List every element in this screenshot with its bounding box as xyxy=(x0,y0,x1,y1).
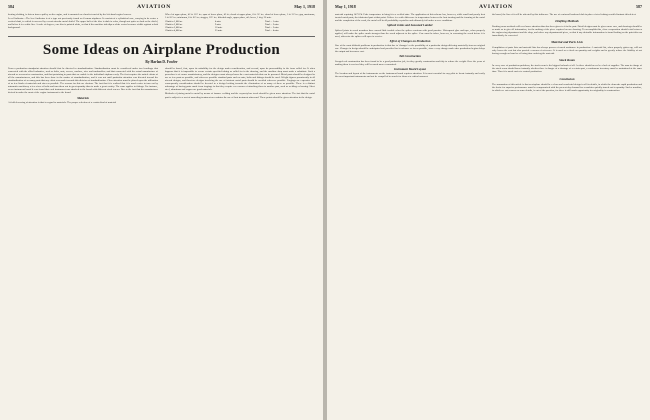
section-heading: Spliced Joints and Seasoned Lumber xyxy=(387,23,433,28)
table-cell: Total ... 3 min. xyxy=(265,26,279,30)
right-column-1 xyxy=(335,13,485,92)
publication-name: AVIATION xyxy=(137,4,172,10)
paragraph: Level Indicator—The level indicator is of a type not previously found on German airplanes. It consists of a cylindrical case, carrying in its center a vertical shaft, to which is screwed by a semi-circular metal shield. The upper half of the disc is dark in color, though not quite so dark as the shield, and below it is a white line. A scale of degrees, one disc is painted white, so that if the machine sideslips a white sector becomes visible against a dark background. xyxy=(8,17,158,30)
paragraph: Compilation of parts lists and material lists has always proven of much assistance in production. A material list, when properly gotten up, will not only lessen the cost but also provide a means of reference. It is used as a check on quantity and weights and to greatly reduce the liability of not having enough on hand or of losing time ordering the material. xyxy=(492,46,642,56)
paragraph: From a production standpoint attention should first be directed to standardization. Standardization must be considered under two headings; that connected with the allied industries, such as bolts, nuts, screws, washers, wire and turnbuckles; and that connected with the actual manufacture of aircraft or accessories construction, and that pertaining to parts that are usable in the individual airplanes only. The first requires the united efforts of all the manufacturers, and this has been done in the matter of standardization, and it was not until particular attention was directed toward the standardization of so many parts that any effort was made towards this division of standardization. Close attention must be placed upon the utilization of as few kinds of materials and sizes as possible. The reasons for this are obvious. The fact that it is realized that it is much easier to turn out by automatic machinery a few sizes of bolts and turn them out in great quantity than to make a great variety. The same applies to fittings. For instance, on an instrument board it was found that each instrument was attached to the board with different sized screws. Due to the fact that the manufacturer desired to make the most of the engine instrument to the board. xyxy=(8,67,158,95)
article-author: By Harlan D. Fowler xyxy=(145,60,178,65)
table-cell: Climb to 3,000 m. xyxy=(165,26,183,30)
section-heading: Stock Room xyxy=(559,58,575,63)
paragraph: Swaged rod construction has been found to be a good production job, for they greatly construction and tidy to reduce the weight. Over the years of making them is received they will be much more economical. xyxy=(335,59,485,66)
issue-date: May 1, 1918 xyxy=(294,4,315,9)
paragraph: Drafting room methods will need more attention than has been given to it in the past. Detail designs must be given more care, and drawings should be so made as to give all information, for the making of the piece required on one drawing. To accomplish this, close cooperation should exist between the engineering department and the shop, and where any departmental piece, so that if any desirable information is found lacking on the print this can immediately be corrected. xyxy=(492,25,642,38)
section-heading: Material and Parts Lists xyxy=(551,40,583,45)
table-cell: 25 min. xyxy=(215,29,223,33)
table-cell: Climb to 4,000 m. xyxy=(165,29,183,33)
table-cell: Total ... 4 min. xyxy=(265,29,279,33)
table-cell: Climb to 1,000 m. xyxy=(165,20,183,24)
climb-table xyxy=(165,20,315,32)
right-column-2 xyxy=(492,13,642,92)
paragraph: The summation of this article is that an airplane should be a clean and wonderful design in all its details, in which the domestic rapid production and the desire for superior performance must be compromised with the present day demand for a machine quickly turned out in quantity. Such a machine, in which we cut corners on some details, is out of the question, for there is still much opportunity for originality in construction. xyxy=(492,82,642,92)
paragraph: should be based, first, upon its suitability for the design under consideration, and second, upon its procurability in the form called for. It often happens that it is impossible to secure certain specified tubing as called for in the drawing, and the machine shop must make a substitute. Such a procedure is of course unsatisfactory, and the designer must always know the exact materials that can be procured. Metal parts should be designed to use as few parts as possible, and wherever possible standard parts such as nuts, bolts and fittings should be used. Weight figures prominently in all aircraft designs, and therefore designs involving the use of intricate metal parts should be avoided wherever possible. Forgings are expensive and consequently consideration should be devoted to a design looking towards the elimination of as many of these as possible. There is a distinct advantage of having parts made from forgings in that they require ever means of attaching them to another part, such as welding or brazing. Sheet steel, aluminum and copper are good materials. xyxy=(165,67,315,92)
top-column-2 xyxy=(165,13,315,34)
table-cell: 9 min. xyxy=(215,23,222,27)
article-title: Some Ideas on Airplane Production xyxy=(42,42,281,59)
issue-date: May 1, 1918 xyxy=(335,4,356,9)
table-row xyxy=(165,29,315,32)
section-heading: Instrument Board Layout xyxy=(394,66,426,71)
paragraph: The location and layout of the instruments on the instrument board requires attention. It is most essential for any pilot to locate instantly and easily the most important instruments and not be compelled to search for them at a critical moment. xyxy=(335,72,485,79)
paragraph: A field deserving of attention is that in regard to materials. The proper selection of a certain kind of material xyxy=(8,100,117,104)
article-columns xyxy=(8,67,315,104)
paragraph: the board, the line of it will be affected by this influence. The use of a mineral hardened slab in place of steel tubing would eliminate this defect. xyxy=(492,13,637,16)
section-heading: Tail Construction xyxy=(399,54,421,59)
divider xyxy=(8,36,315,37)
table-cell: 16 min. xyxy=(215,26,223,30)
paragraph: In every case of production problems, the stock room is the biggest bulwark of all. As there should never be a lack of supplies. The man in charge of the stock room should know instantly whether there is danger of a shortage of a certain part, a continuous inventory must be maintained at the same time. Then it is much easier to control production. xyxy=(492,64,642,74)
article-column-1 xyxy=(8,67,158,104)
paragraph: material requiring 1473 Pd. Fabr. temperature to bring it to a welded state. The application of this scheme has, however, while small and poorly heat treated metal parts, the fabricated part at that point. If there is a wide difference in temperature between the heat treating and the forming of the metal and the completion of the work, the metal will in all probability crystalize and ultimately fail under severe conditions. xyxy=(335,13,485,23)
section-heading: Effect of Changes on Production xyxy=(389,38,431,43)
table-cell: 4 min. xyxy=(215,20,222,24)
left-page-header xyxy=(8,4,315,11)
paragraph: Wheel of upper plane, 42 ft. 11½ in.; span of lower plane, 43 ft.; chord of upper plane, 6 ft. 5½ in.; chord of lower plane, 5 ft. 3½ in.; gap, maximum, 5 ft. 8½ in.; minimum, 6 ft. 0½ in.; stagger, 12½ in.; dihedral angle, upper plane, nil; lower, 1 deg. 30 min. xyxy=(165,13,315,20)
article-column-2 xyxy=(165,67,315,104)
paragraph: Spliced joints in wood members have caused little trouble when the splices conform with good practice. Waterproof glue and tape, when properly applied, will make the splice much stronger than the wood adjacent to the splice. Care must be taken, however, in seasoning the wood before it is used, otherwise the splices will open in service. xyxy=(335,28,485,38)
page-number: 584 xyxy=(8,4,14,9)
section-heading: Conclusion xyxy=(559,76,575,81)
table-cell: Total ... 1 min. xyxy=(265,20,279,24)
paragraph: heating clothing, is driven from a pulley on the engine, and is mounted on a bracket carried by the left-hand engine bearers. xyxy=(8,13,132,16)
paragraph: One of the most difficult problems in production is that due to 'changes' or the possibility of a particular design differing materially from an original one. Changes in design should be anticipated and provided for in advance as far as possible, since every change made after production begins delays the output and increases cost. xyxy=(335,44,485,54)
top-column-1 xyxy=(8,13,158,34)
left-page xyxy=(0,0,323,420)
right-page-header xyxy=(335,4,642,11)
section-heading: Drafting Methods xyxy=(555,19,579,24)
page-number: 587 xyxy=(635,4,642,9)
paragraph: Methods of joining metal to metal by means of furnace welding and the oxyacetylene torch should be given more attention. The fact that the metal part is subject to a sort of annealing treatment necessitates the use of heat treatment afterward. These points should be given attention in the design. xyxy=(165,92,315,99)
section-heading: Materials xyxy=(77,95,89,100)
right-columns xyxy=(335,13,642,92)
right-page xyxy=(327,0,650,420)
top-columns xyxy=(8,13,315,34)
table-cell: Climb to 2,000 m. xyxy=(165,23,183,27)
table-cell: Total ... 2 min. xyxy=(265,23,279,27)
publication-name: AVIATION xyxy=(478,4,513,10)
